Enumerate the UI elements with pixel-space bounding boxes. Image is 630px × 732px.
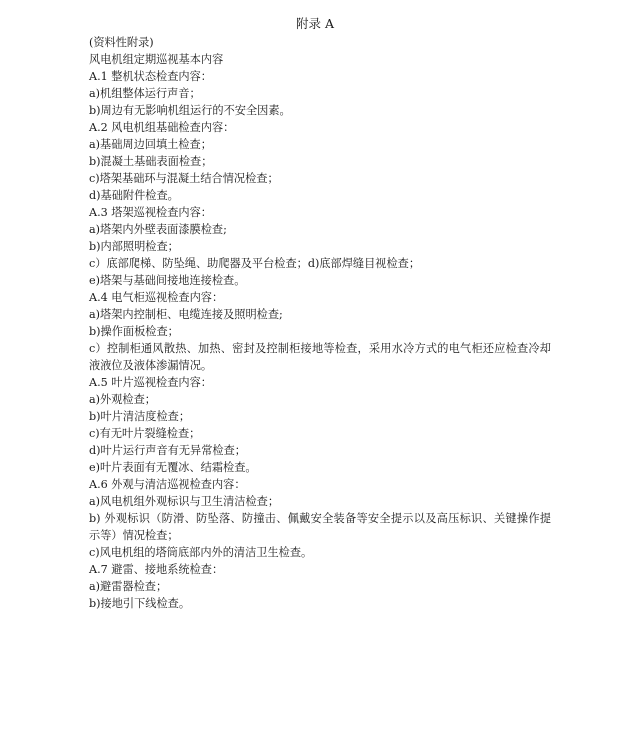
appendix-note: (资料性附录) — [89, 36, 154, 49]
section-heading-a3: A.3 塔架巡视检查内容： — [89, 206, 212, 219]
list-item: c）控制柜通风散热、加热、密封及控制柜接地等检查，采用水冷方式的电气柜还应检查冷却液液位及液体渗漏情况。 — [89, 342, 551, 372]
list-item: b)内部照明检查； — [89, 240, 179, 253]
list-item: d)叶片运行声音有无异常检查； — [89, 444, 246, 457]
document-body — [89, 34, 551, 612]
list-item: d)基础附件检查。 — [89, 189, 179, 202]
list-item: a)外观检查； — [89, 393, 156, 406]
document-heading: 风电机组定期巡视基本内容 — [89, 53, 224, 66]
list-item: b) 外观标识（防滑、防坠落、防撞击、佩戴安全装备等安全提示以及高压标识、关键操作提示等）情况检查； — [89, 512, 551, 542]
list-item: c)有无叶片裂缝检查； — [89, 427, 201, 440]
list-item: b)周边有无影响机组运行的不安全因素。 — [89, 104, 291, 117]
list-item: a)塔架内外壁表面漆膜检查; — [89, 223, 227, 236]
list-item: c)塔架基础环与混凝土结合情况检查； — [89, 172, 279, 185]
appendix-title: 附录 A — [295, 16, 334, 31]
section-heading-a4: A.4 电气柜巡视检查内容： — [89, 291, 224, 304]
section-heading-a6: A.6 外观与清洁巡视检查内容： — [89, 478, 246, 491]
section-heading-a1: A.1 整机状态检查内容： — [89, 70, 212, 83]
list-item: b)叶片清洁度检查； — [89, 410, 191, 423]
list-item: b)混凝土基础表面检查； — [89, 155, 213, 168]
list-item: a)基础周边回填土检查； — [89, 138, 212, 151]
list-item: c)风电机组的塔筒底部内外的清洁卫生检查。 — [89, 546, 313, 559]
section-heading-a2: A.2 风电机组基础检查内容： — [89, 121, 235, 134]
list-item: a)风电机组外观标识与卫生清洁检查； — [89, 495, 280, 508]
list-item: e)叶片表面有无覆冰、结霜检查。 — [89, 461, 257, 474]
list-item: a)避雷器检查； — [89, 580, 168, 593]
list-item: b)接地引下线检查。 — [89, 597, 191, 610]
list-item: a)机组整体运行声音； — [89, 87, 201, 100]
list-item: e)塔架与基础间接地连接检查。 — [89, 274, 246, 287]
list-item: c）底部爬梯、防坠绳、助爬器及平台检查；d)底部焊缝目视检查； — [89, 257, 421, 270]
list-item: b)操作面板检查； — [89, 325, 179, 338]
list-item: a)塔架内控制柜、电缆连接及照明检查; — [89, 308, 283, 321]
section-heading-a7: A.7 避雷、接地系统检查： — [89, 563, 224, 576]
section-heading-a5: A.5 叶片巡视检查内容： — [89, 376, 212, 389]
